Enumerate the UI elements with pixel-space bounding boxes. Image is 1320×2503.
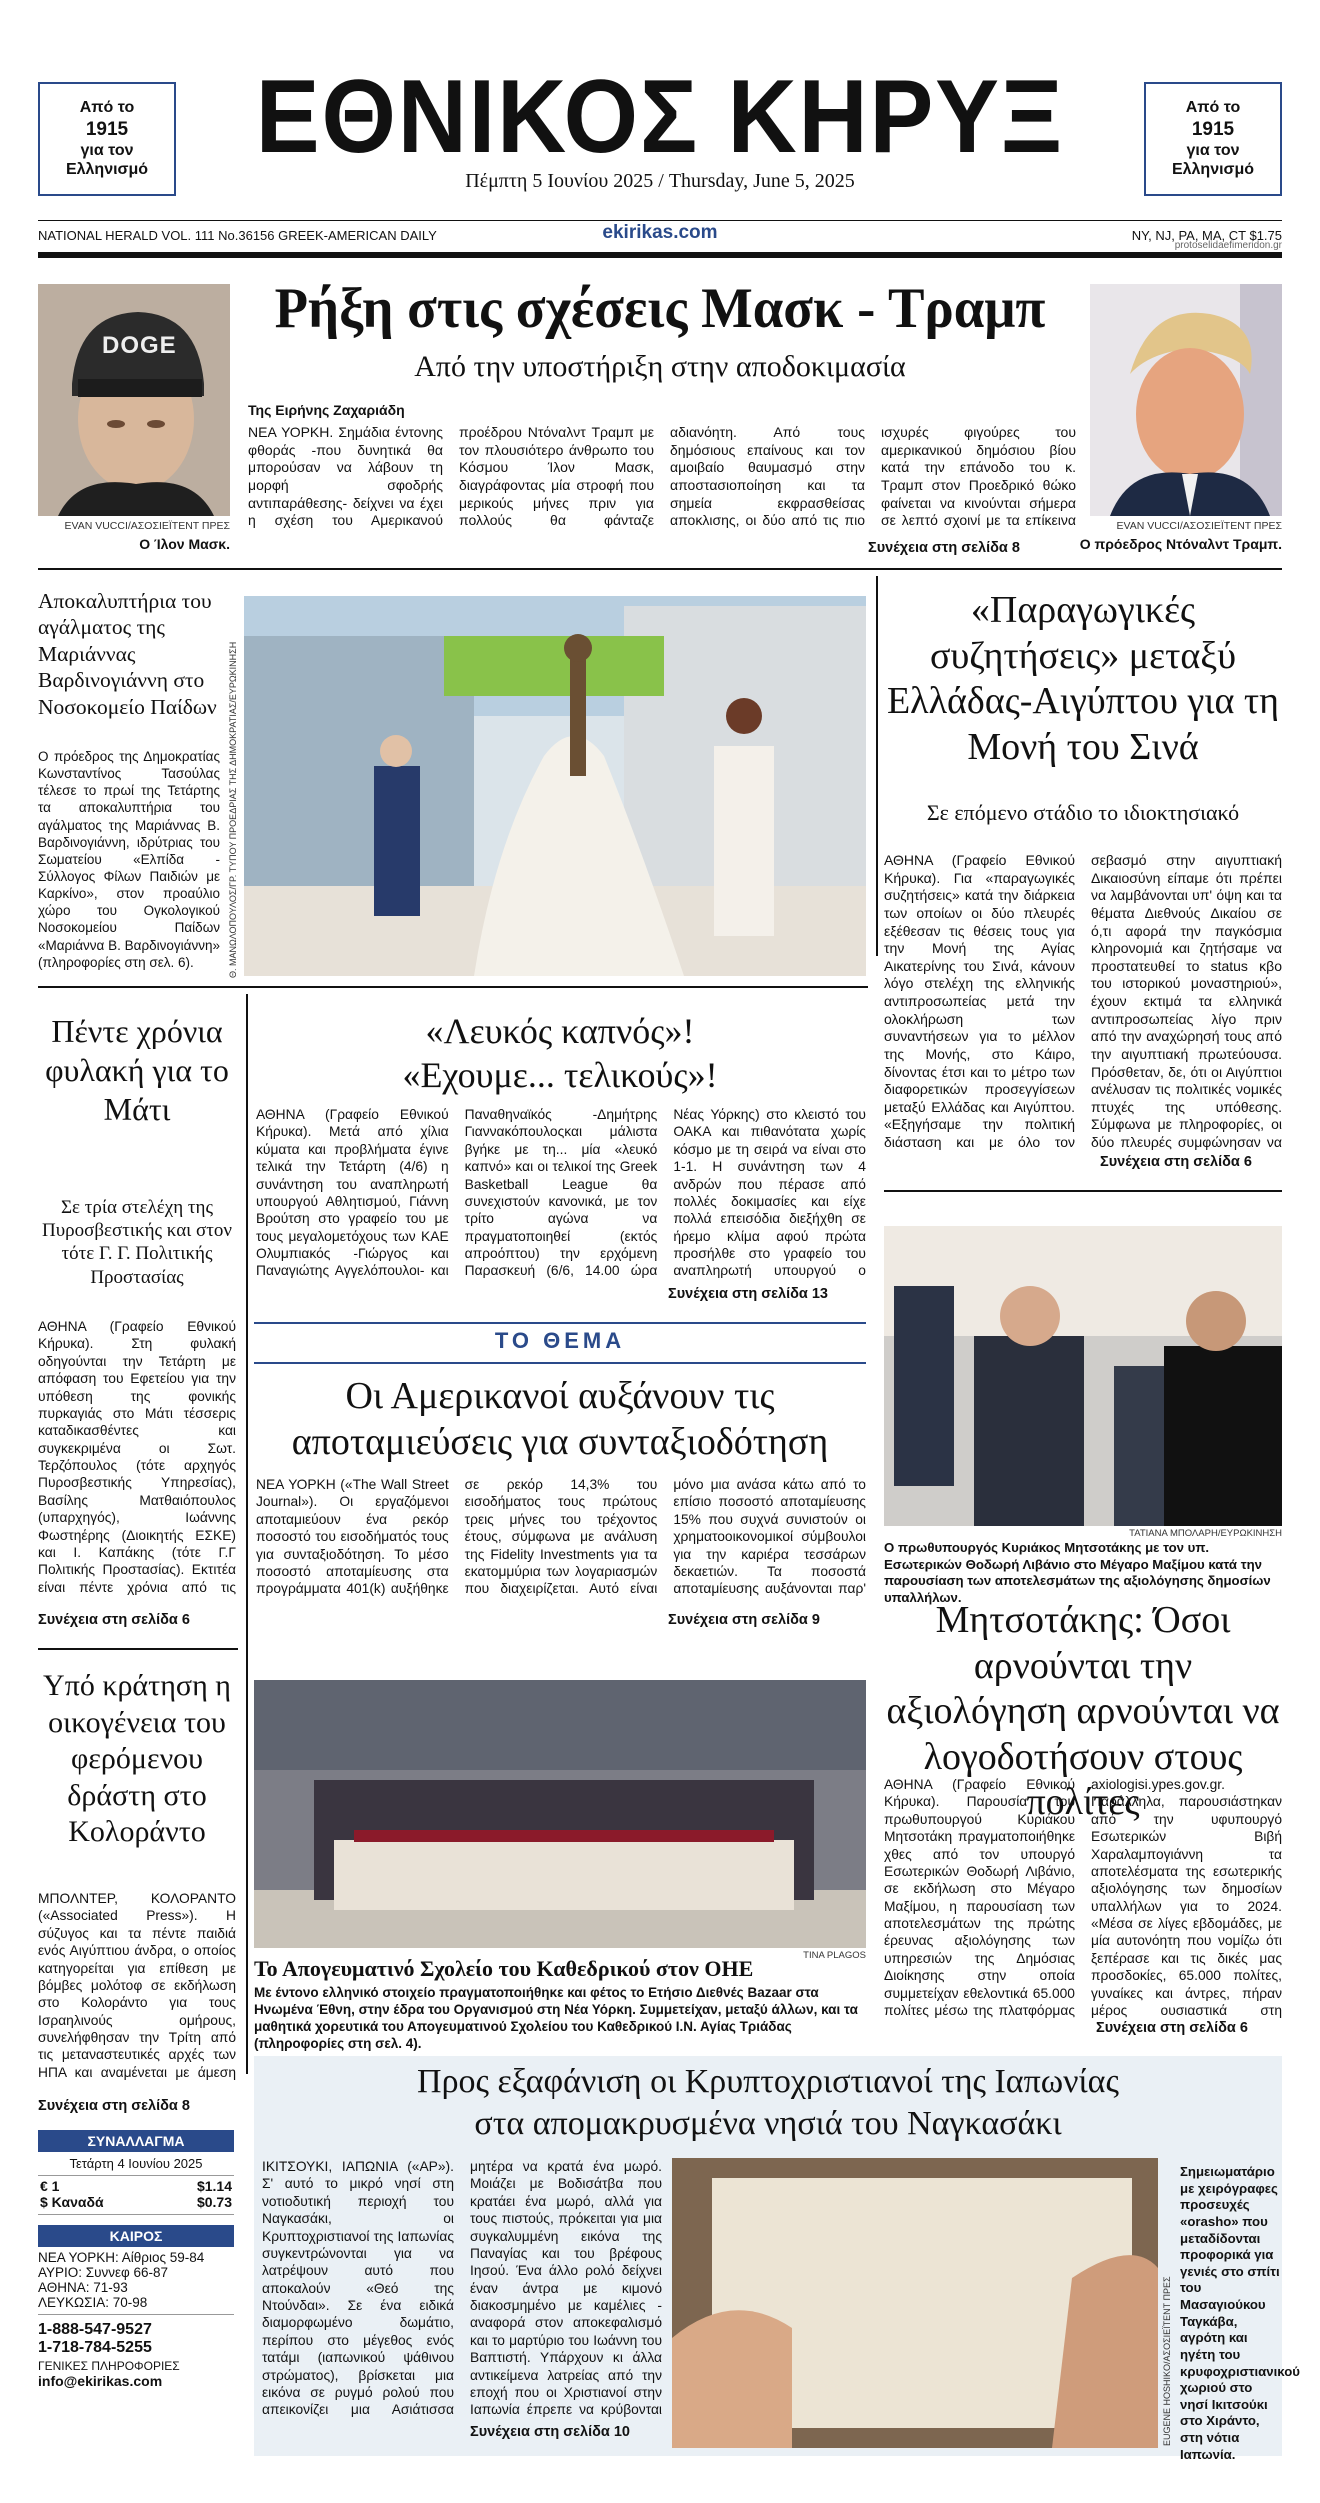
weather-row: ΑΘΗΝΑ: 71-93 bbox=[38, 2280, 128, 2295]
sinai-continue[interactable]: Συνέχεια στη σελίδα 6 bbox=[1100, 1154, 1252, 1170]
weather-title: ΚΑΙΡΟΣ bbox=[38, 2225, 234, 2247]
masthead-title: ΕΘΝΙΚΟΣ ΚΗΡΥΞ bbox=[255, 59, 1065, 175]
notebook-photo bbox=[672, 2158, 1158, 2448]
statue-photo bbox=[244, 596, 866, 976]
japan-headline-2: στα απομακρυσμένα νησιά του Ναγκασάκι bbox=[474, 2105, 1062, 2142]
mitsotakis-body: ΑΘΗΝΑ (Γραφείο Εθνικού Κήρυκα). Παρουσία του πρωθυπουργού Κυριάκου Μητσοτάκη πραγματοποιήθηκε χθες από τον υπουργό Εσωτερικών Θοδωρή Λιβάνιο, σε εκδήλωση στο Μέγαρο Μαξίμου, η παρουσίαση των αποτελεσμάτων της πρώτης έρευνας αξιολόγησης των υπηρεσιών της Δημόσιας Διοίκησης στην οποία συμμετείχαν εθελοντικά 65.000 πολίτες μέσω της πλατφόρμας axiologisi.ypes.gov.gr. Παράλληλα, παρουσιάστηκαν από την υφυπουργό Εσωτερικών Βιβή Χαραλαμπογιάννη τα αποτελέσματα της εσωτερικής αξιολόγησης των δημοσίων υπαλλήλων για το 2024. «Μέσα σε λίγες εβδομάδες, με μία αυτονόητη που νομίζω ότι ξεπέρασε και τις δικές μας προσδοκίες, 65.000 πολίτες, γυναίκες και άντρες, πήραν μέρος ουσιαστικά στη bbox=[884, 1777, 1282, 2018]
statue-photo-credit: Θ. ΜΑΝΩΛΟΠΟΥΛΟΣ/ΓΡ. ΤΥΠΟΥ ΠΡΟΕΔΡΙΑΣ ΤΗΣ ΔΗΜΟΚΡΑΤΙΑΣ/ΕΥΡΩΚΙΝΗΣΗ bbox=[228, 641, 238, 978]
smoke-headline-1: «Λευκός καπνός»! bbox=[425, 1011, 695, 1051]
mitsotakis-continue[interactable]: Συνέχεια στη σελίδα 6 bbox=[1096, 2020, 1248, 2036]
retirement-kicker: ΤΟ ΘΕΜΑ bbox=[494, 1328, 626, 1353]
general-info-label: ΓΕΝΙΚΕΣ ΠΛΗΡΟΦΟΡΙΕΣ bbox=[38, 2359, 180, 2373]
email-link[interactable]: info@ekirikas.com bbox=[38, 2373, 163, 2389]
smoke-headline-2: «Εχουμε... τελικούς»! bbox=[402, 1055, 718, 1095]
masthead-info-right: NY, NJ, PA, MA, CT $1.75 bbox=[1131, 228, 1282, 243]
badge-line: 1915 bbox=[85, 118, 129, 140]
notebook-caption: Σημειωματάριο με χειρόγραφες προσευχές «orasho» που μεταδίδονται προφορικά για γενιές στο σπίτι του Μασαγιούκου Ταγκάβα, αγρότη και ηγέτη του κρυφοχριστιανικού χωριού στο νησί Ικιτσούκι στο Χιράντο, στη νότια Ιαπωνία. bbox=[1180, 2164, 1300, 2462]
smoke-continue[interactable]: Συνέχεια στη σελίδα 13 bbox=[668, 1286, 828, 1302]
musk-photo-caption: Ο Ίλον Μασκ. bbox=[139, 536, 230, 552]
mitsotakis-headline: Μητσοτάκης: Όσοι αρνούνται την αξιολόγηση αρνούνται να λογοδοτήσουν στους πολίτες bbox=[886, 1599, 1280, 1824]
masthead-badge-right bbox=[1144, 82, 1282, 196]
watermark: protoselidaefimeridon.gr bbox=[1174, 240, 1282, 251]
cap-text: DOGE bbox=[102, 332, 177, 359]
exchange-label: € 1 bbox=[40, 2178, 60, 2194]
statue-headline: Αποκαλυπτήρια του αγάλματος της Μαριάννας Βαρδινογιάννη στο Νοσοκομείο Παίδων bbox=[38, 589, 217, 719]
mitsotakis-caption: Ο πρωθυπουργός Κυριάκος Μητσοτάκης με τον υπ. Εσωτερικών Θοδωρή Λιβάνιο στο Μέγαρο Μαξίμου κατά την παρουσίαση των αποτελεσμάτων της αξιολόγησης δημοσίων υπαλλήλων. bbox=[884, 1540, 1271, 1605]
badge-line: για τον bbox=[1186, 141, 1240, 159]
sinai-subhead: Σε επόμενο στάδιο το ιδιοκτησιακό bbox=[926, 800, 1240, 825]
badge-line: Από το bbox=[1185, 99, 1241, 116]
lead-subhead: Από την υποστήριξη στην αποδοκιμασία bbox=[414, 350, 906, 383]
sinai-body: ΑΘΗΝΑ (Γραφείο Εθνικού Κήρυκα). Για «παραγωγικές συζητήσεις» κατά την διάρκεια των οποίων οι δύο πλευρές εξέθεσαν τις θέσεις τους για την Μονή της Αγίας Αικατερίνης του Σινά, κάνουν λόγο στελέχη της ελληνικής αντιπροσωπείας μετά την ολοκλήρωση των συναντήσεων για το μέλλον της Μονής, στο Κάιρο, δίνοντας έτσι και το μέτρο των διαφορετικών προσεγγίσεων μεταξύ Ελλάδας και Αιγύπτου. «Εξηγήσαμε την πολιτική διάσταση και με όλο τον σεβασμό στην αιγυπτιακή Δικαιοσύνη είπαμε ότι πρέπει να λαμβάνονται υπ' όψη και τα θέματα Διεθνούς Δικαίου σε ό,τι αφορά την παγκόσμια κληρονομιά και ζητήσαμε να προστατευθεί το status κβο του ιστορικού μοναστηριού», έχουν εκτιμά τα ελληνικά αντιπροσωπείας λίγο πριν από την αναχώρησή τους από την αιγυπτιακή πρωτεύουσα. Πρόσθεταν, δε, ότι οι Αιγύπτιοι ανέλυσαν τις πολιτικές νομικές πτυχές της υπόθεσης. Σύμφωνα με πληροφορίες, οι δύο πλευρές συμφώνησαν να bbox=[884, 852, 1282, 1150]
retirement-headline: Οι Αμερικανοί αυξάνουν τις αποταμιεύσεις για συνταξιοδότηση bbox=[291, 1375, 829, 1463]
musk-photo bbox=[38, 284, 230, 516]
masthead-date: Πέμπτη 5 Ιουνίου 2025 / Thursday, June 5, 2025 bbox=[465, 170, 855, 192]
notebook-photo-credit: EUGENE HOSHIKO/ΑΣΟΣΙΕΪΤΕΝΤ ΠΡΕΣ bbox=[1162, 2276, 1172, 2446]
lead-headline: Ρήξη στις σχέσεις Μασκ - Τραμπ bbox=[274, 277, 1046, 340]
weather-row: ΛΕΥΚΩΣΙΑ: 70-98 bbox=[38, 2295, 234, 2315]
exchange-box bbox=[38, 2130, 234, 2389]
badge-line: Από το bbox=[79, 99, 135, 116]
trump-photo-caption: Ο πρόεδρος Ντόναλντ Τραμπ. bbox=[1079, 536, 1282, 552]
exchange-row bbox=[38, 2194, 234, 2215]
exchange-label: $ Καναδά bbox=[40, 2194, 104, 2210]
trump-photo bbox=[1090, 284, 1282, 516]
exchange-value: $1.14 bbox=[196, 2178, 232, 2194]
japan-headline-1: Προς εξαφάνιση οι Κρυπτοχριστιανοί της Ιαπωνίας bbox=[417, 2063, 1119, 2100]
retirement-body: NEA ΥΟΡΚΗ («The Wall Street Journal»). Οι εργαζόμενοι αποταμιεύουν ένα ρεκόρ ποσοστό του εισοδήματός τους για συνταξιοδότηση. Το μέσο ποσοστό αποταμίευσης στα προγράμματα 401(k) αυξήθηκε σε ρεκόρ 14,3% του εισοδήματος τους πρώτους τρεις μήνες του τρέχοντος έτους, σύμφωνα με ανάλυση της Fidelity Investments για τα εκατομμύρια των λογαριασμών που διαχειρίζεται. Αυτό είναι μόνο μια ανάσα κάτω από το επίσιο ποσοστό αποταμίευσης 15% που συχνά συνιστούν οι χρηματοοικονομικοί σύμβουλοι για την καριέρα τεσσάρων δεκαετιών. Τα ποσοστά αποταμίευσης αυξάνονται παρ' bbox=[256, 1477, 866, 1597]
weather-row: ΝΕΑ ΥΟΡΚΗ: Αίθριος 59-84 bbox=[38, 2250, 205, 2265]
trump-photo-credit: EVAN VUCCI/ΑΣΟΣΙΕΪΤΕΝΤ ΠΡΕΣ bbox=[1116, 520, 1282, 532]
badge-line: Ελληνισμό bbox=[65, 161, 149, 179]
mitsotakis-photo bbox=[884, 1226, 1282, 1526]
school-caption: Με έντονο ελληνικό στοιχείο πραγματοποιήθηκε και φέτος το Ετήσιο Διεθνές Bazaar στα Ηνωμένα Έθνη, στην έδρα του Οργανισμού στη Νέα Υόρκη. Συμμετείχαν, μεταξύ άλλων, και τα μαθητικά χορευτικά του Απογευματινού Σχολείου του Καθεδρικού Ι.Ν. Αγίας Τριάδας (πληροφορίες στη σελ. 4). bbox=[254, 1985, 858, 2052]
school-photo bbox=[254, 1680, 866, 1948]
mati-body: ΑΘΗΝΑ (Γραφείο Εθνικού Κήρυκα). Στη φυλακή οδηγούνται την Τετάρτη με απόφαση του Εφετείου για την υπόθεση της φονικής πυρκαγιάς στο Μάτι τέσσερις καταδικασθέντες και συγκεκριμένα οι Σωτ. Τερζόπουλος (τότε αρχηγός Πυροσβεστικής Υπηρεσίας), Βασίλης Ματθαιόπουλος (υπαρχηγός), Ιωάννης Φωστηέρης (Διοικητής ΕΣΚΕ) και Ι. Καπάκης (τότε Γ.Γ Πολιτικής Προστασίας). Εκτιτέα είναι πέντε χρόνια από τις bbox=[38, 1319, 236, 1595]
colorado-continue[interactable]: Συνέχεια στη σελίδα 8 bbox=[38, 2098, 190, 2114]
lead-continue[interactable]: Συνέχεια στη σελίδα 8 bbox=[868, 540, 1020, 556]
badge-line: για τον bbox=[80, 141, 134, 159]
school-photo-credit: TINA PLAGOS bbox=[803, 1950, 866, 1961]
japan-body: ΙΚΙΤΣΟΥΚΙ, ΙΑΠΩΝΙΑ («AP»). Σ' αυτό το μικρό νησί στη νοτιοδυτική περιοχή του Ναγκασάκι, οι Κρυπτοχριστιανοί της Ιαπωνίας συγκεντρώνονται για να λατρέψουν αυτό που αποκαλούν «Θεό της Ντούνδαι». Σε ένα ειδικά διαμορφωμένο δωμάτιο, περίπου στο μέγεθος ενός τατάμι (ιαπωνικού ψάθινου στρώματος), βρίσκεται μια εικόνα σε ρυγμό ρολού που απεικονίζει μια Ασιάτισσα μητέρα να κρατά ένα μωρό. Μοιάζει με Βοδισάτβα που κρατάει ένα μωρό, αλλά για τους πιστούς, πρόκειται για μια συγκαλυμμένη εικόνα της Παναγίας και του βρέφους Ιησού. Ένα άλλο ρολό δείχνει έναν άντρα με κιμονό διακοσμημένο με καμέλιες - αναφορά στον αποκεφαλισμό και το μαρτύριο του Ιωάννη του Βαπτιστή. Υπάρχουν κι άλλα αντικείμενα λατρείας από την εποχή που οι Χριστιανοί στην Ιαπωνία έπρεπε να κρύβονται bbox=[262, 2159, 662, 2418]
exchange-title: ΣΥΝΑΛΛΑΓΜΑ bbox=[38, 2130, 234, 2152]
masthead-info-left: NATIONAL HERALD VOL. 111 No.36156 GREEK-AMERICAN DAILY bbox=[38, 228, 437, 243]
lead-byline: Της Ειρήνης Ζαχαριάδη bbox=[248, 402, 405, 418]
badge-line: Ελληνισμό bbox=[1171, 161, 1255, 179]
exchange-date: Τετάρτη 4 Ιουνίου 2025 bbox=[38, 2152, 234, 2176]
retirement-continue[interactable]: Συνέχεια στη σελίδα 9 bbox=[668, 1612, 820, 1628]
colorado-body: ΜΠΟΛΝΤΕΡ, ΚΟΛΟΡΑΝΤΟ («Associated Press»). Η σύζυγος και τα πέντε παιδιά ενός Αιγύπτιου άνδρα, ο οποίος κατηγορείται για επίθεση με βόμβες μολότοφ σε εκδήλωση στο Κολοράντο για τους Ισραηλινούς ομήρους, συνελήφθησαν την Τρίτη από τις μεταναστευτικές αρχές των ΗΠΑ και αναμένεται με άμεση bbox=[38, 1891, 236, 2080]
musk-photo-credit: EVAN VUCCI/ΑΣΟΣΙΕΪΤΕΝΤ ΠΡΕΣ bbox=[64, 520, 230, 532]
smoke-body: ΑΘΗΝΑ (Γραφείο Εθνικού Κήρυκα). Μετά από χίλια κύματα και προβλήματα έγινε τελικά την Τετάρτη (4/6) η συνάντηση του αναπληρωτή υπουργού Αθλητισμού, Γιάννη Βρούτση στο γραφείο του με τους μεγαλομετόχους των ΚΑΕ Ολυμπιακός -Γιώργος και Παναγιώτης Αγγελόπουλοι- και Παναθηναϊκός -Δημήτρης Γιαννακόπουλοςκαι μάλιστα βγήκε με τη... μία «λευκό καπνό» και οι τελικοί της Greek Basketball League θα συνεχιστούν κανονικά, με τον τρίτο αγώνα να πραγματοποιηθεί (εκτός απροόπτου) την ερχόμενη Παρασκευή (6/6, 14.00 ώρα Νέας Υόρκης) στο κλειστό του ΟΑΚΑ και πιθανότατα χωρίς κόσμο με τη σειρά να είναι στο 1-1. Η συνάντηση των 4 ανδρών που πέρασε από πολλές δοκιμασίες και είχε πολλά επεισόδια διεξήχθη σε ήρεμο κλίμα αφού πρώτα προσήλθε στο γραφείο του αναπληρωτή υπουργού ο bbox=[256, 1107, 866, 1279]
statue-body: Ο πρόεδρος της Δημοκρατίας Κωνσταντίνος Τασούλας τέλεσε το πρωί της Τετάρτης τα αποκαλυπτήρια του αγάλματος της Μαριάννας Β. Βαρδινογιάννη, ιδρύτριας του Σωματείου «Ελπίδα - Σύλλογος Φίλων Παιδιών με Καρκίνο», στον προαύλιο χώρο του Ογκολογικού Νοσοκομείου Παίδων «Μαριάννα Β. Βαρδινογιάννη» (πληροφορίες στη σελ. 6). bbox=[38, 749, 220, 970]
phone-2[interactable]: 1-718-784-5255 bbox=[38, 2339, 152, 2356]
exchange-value: $0.73 bbox=[196, 2194, 232, 2210]
masthead-badge-left bbox=[38, 82, 176, 196]
japan-continue[interactable]: Συνέχεια στη σελίδα 10 bbox=[470, 2424, 630, 2440]
mati-subhead: Σε τρία στελέχη της Πυροσβεστικής και στον τότε Γ. Γ. Πολιτικής Προστασίας bbox=[42, 1197, 232, 1288]
website-link[interactable]: ekirikas.com bbox=[602, 222, 718, 243]
phone-1[interactable]: 1-888-547-9527 bbox=[38, 2321, 152, 2338]
weather-row: ΑΥΡΙΟ: Συννεφ 66-87 bbox=[38, 2265, 169, 2280]
mati-continue[interactable]: Συνέχεια στη σελίδα 6 bbox=[38, 1612, 190, 1628]
exchange-row bbox=[38, 2176, 234, 2194]
sinai-headline: «Παραγωγικές συζητήσεις» μεταξύ Ελλάδας-Αιγύπτου για τη Μονή του Σινά bbox=[886, 589, 1280, 768]
lead-body: NEA ΥΟΡΚΗ. Σημάδια έντονης φθοράς -που δυνητικά θα μπορούσαν να λάβουν τη μορφή σφοδρής αντιπαράθεσης- δείχνει να έχει η σχέση του Αμερικανού προέδρου Ντόναλντ Τραμπ με τον πλουσιότερο άνθρωπο του Κόσμου Ίλον Μασκ, διαγράφοντας μία στροφή που μερικούς μήνες πριν για πολλούς θα φάνταζε αδιανόητη. Από τους δημόσιους επαίνους και τον αμοιβαίο θαυμασμό στην αποστασιοποίηση και τα σημεία εκφρασθείσας αποκλισης, οι δύο από τις πιο ισχυρές φιγούρες του αμερικανικού δημόσιου βίου κατά την επάνοδο του κ. Τραμπ στον Προεδρικό θώκο φαίνεται να κινούνται σήμερα σε λεπτό σχοινί με τα επίκεινα bbox=[248, 424, 1076, 529]
badge-line: 1915 bbox=[1191, 118, 1235, 140]
school-headline: Το Απογευματινό Σχολείο του Καθεδρικού στον ΟΗΕ bbox=[254, 1956, 754, 1981]
mati-headline: Πέντε χρόνια φυλακή για το Μάτι bbox=[45, 1013, 229, 1128]
colorado-headline: Υπό κράτηση η οικογένεια του φερόμενου δράστη στο Κολοράντο bbox=[43, 1669, 231, 1849]
mitsotakis-photo-credit: ΤΑΤΙΑΝΑ ΜΠΟΛΑΡΗ/ΕΥΡΩΚΙΝΗΣΗ bbox=[1129, 1528, 1282, 1539]
